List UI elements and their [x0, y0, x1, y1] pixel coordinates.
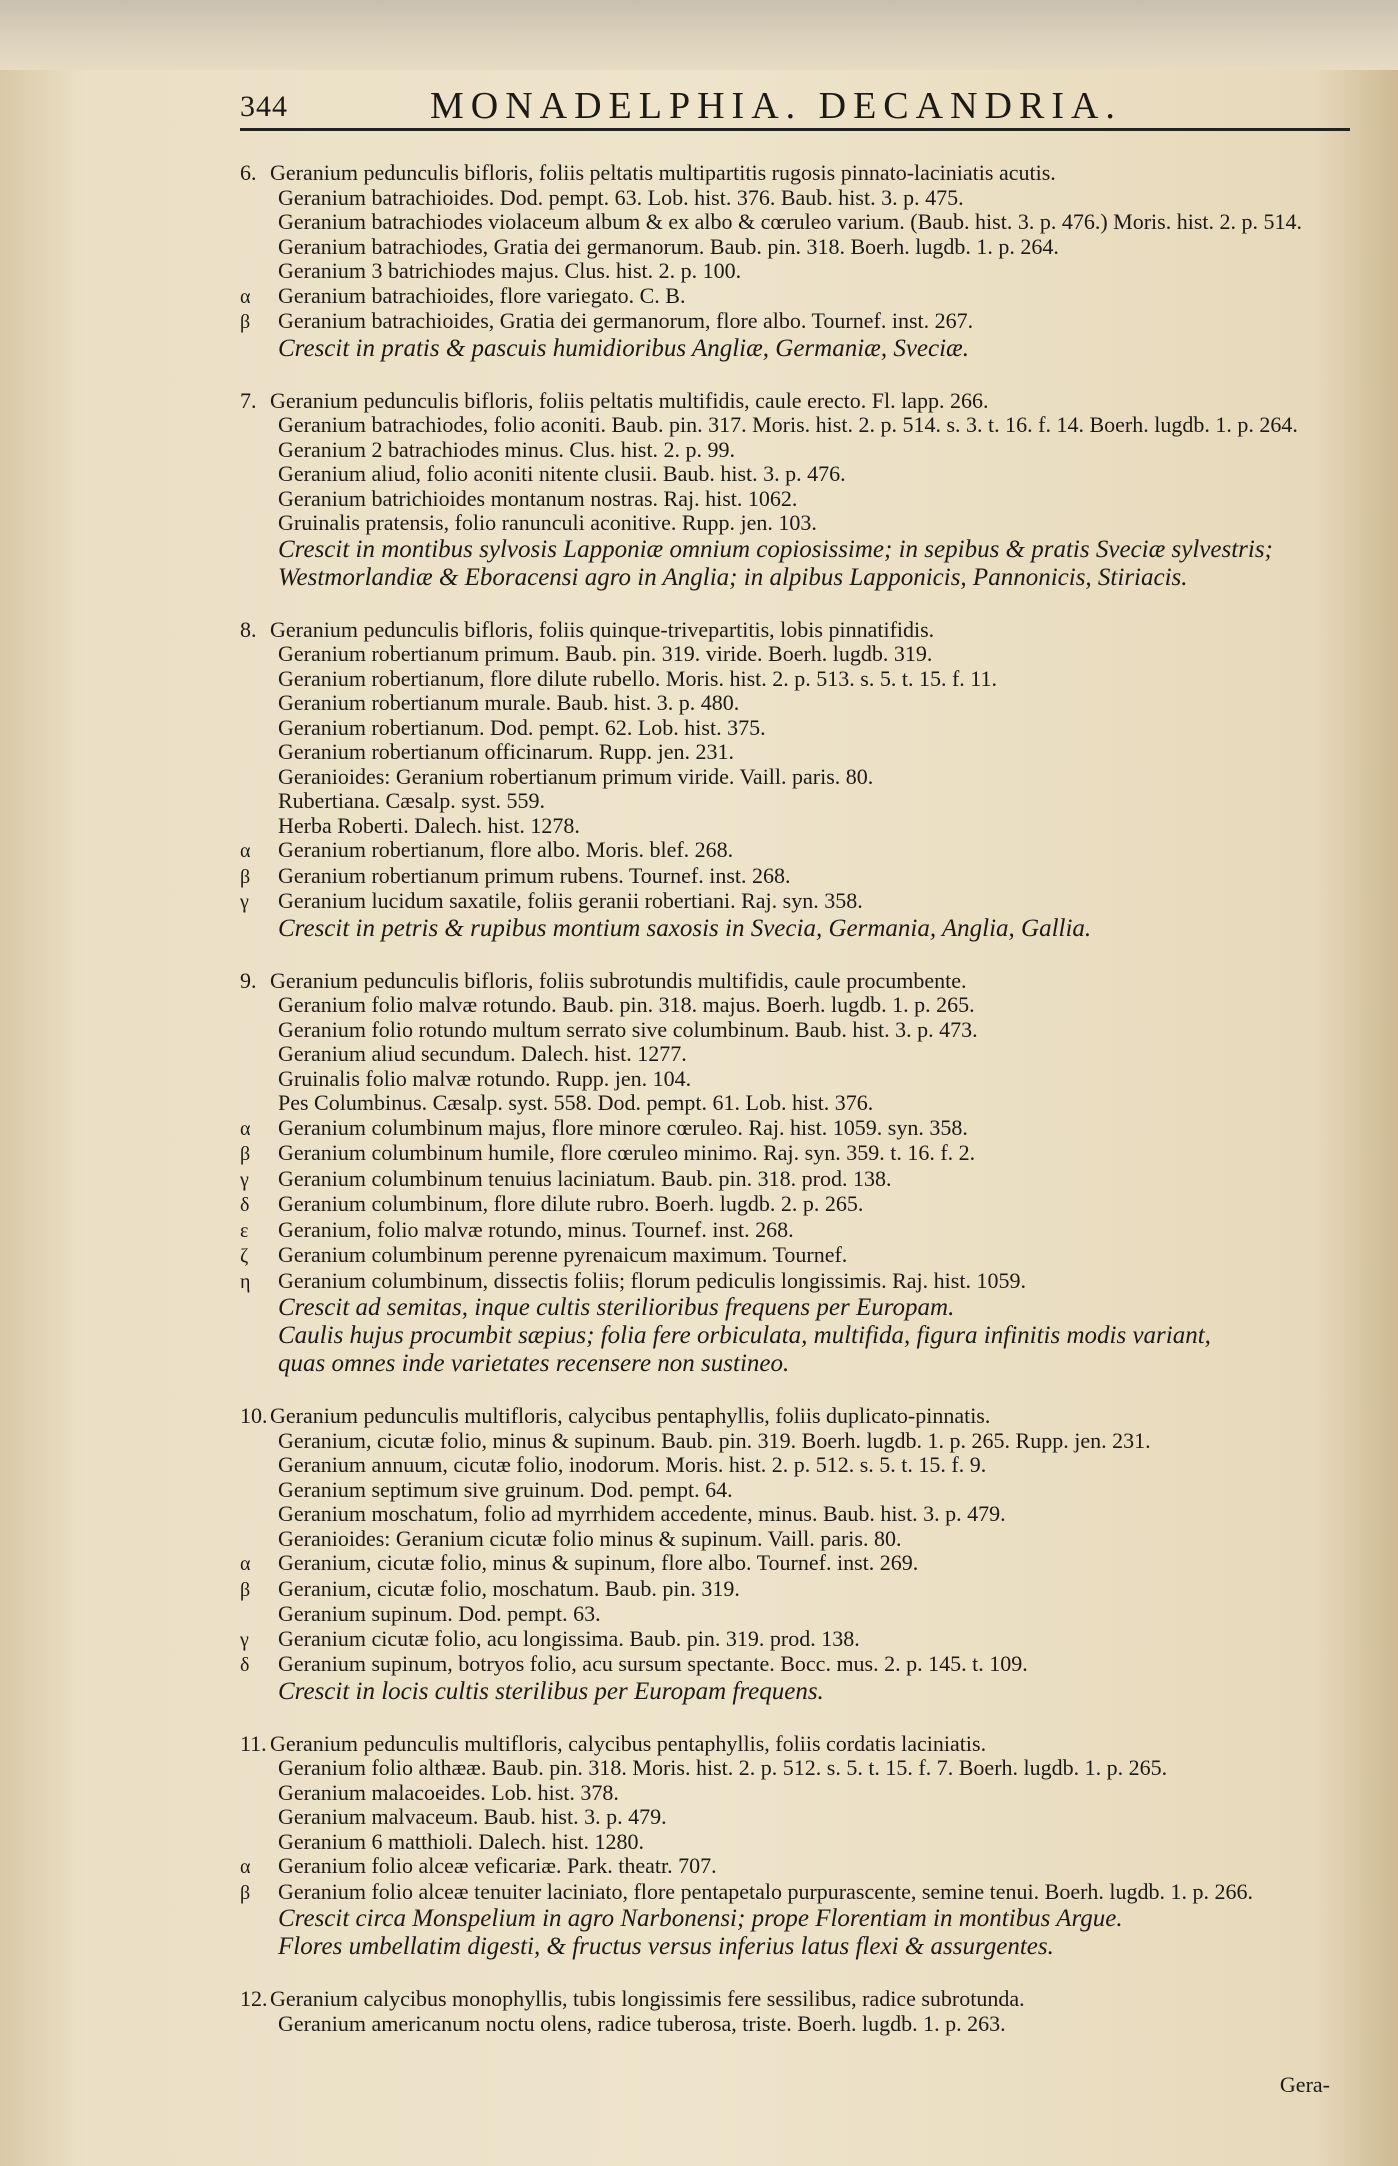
species-diagnosis	[240, 1732, 1350, 1757]
variety-text: Geranium lucidum saxatile, foliis geranii robertiani. Raj. syn. 358.	[278, 889, 863, 913]
synonym-line: Geranium septimum sive gruinum. Dod. pempt. 64.	[278, 1477, 733, 1502]
diagnosis-text: Geranium pedunculis bifloris, foliis peltatis multifidis, caule erecto. Fl. lapp. 266.	[270, 388, 989, 413]
page-header	[240, 70, 1350, 131]
book-page	[240, 70, 1350, 2140]
variety-text: Geranium columbinum, dissectis foliis; florum pediculis longissimis. Raj. hist. 1059.	[278, 1268, 1026, 1293]
synonym-line: Gruinalis folio malvæ rotundo. Rupp. jen. 104.	[278, 1066, 692, 1091]
synonym-line: Geranium annuum, cicutæ folio, inodorum. Moris. hist. 2. p. 512. s. 5. t. 15. f. 9.	[278, 1453, 987, 1477]
synonym-line: Geranium malvaceum. Baub. hist. 3. p. 479.	[278, 1805, 667, 1829]
variety-text: Geranium columbinum majus, flore minore cœruleo. Raj. hist. 1059. syn. 358.	[278, 1115, 968, 1140]
synonym-line: Geranium americanum noctu olens, radice tuberosa, triste. Boerh. lugdb. 1. p. 263.	[278, 2011, 1006, 2036]
variety-mark: η	[240, 1270, 251, 1293]
variety-text: Geranium columbinum, flore dilute rubro. Boerh. lugdb. 2. p. 265.	[278, 1192, 864, 1216]
species-list	[240, 161, 1350, 2036]
species-entry	[240, 1404, 1350, 1706]
synonym-line: Geranium robertianum primum. Baub. pin. 319. viride. Boerh. lugdb. 319.	[278, 642, 933, 666]
species-number: 9.	[240, 968, 257, 993]
variety-line	[240, 1141, 1350, 1167]
variety-line	[240, 284, 1350, 310]
synonym-line: Geranium 3 batrichiodes majus. Clus. hist. 2. p. 100.	[278, 259, 742, 283]
species-number: 7.	[240, 388, 257, 413]
synonym-line: Geranium robertianum officinarum. Rupp. jen. 231.	[278, 740, 734, 764]
variety-mark: α	[240, 1117, 251, 1140]
variety-line	[240, 889, 1350, 915]
variety-line	[240, 1192, 1350, 1218]
synonym-line: Gruinalis pratensis, folio ranunculi aconitive. Rupp. jen. 103.	[278, 511, 817, 535]
variety-mark: β	[240, 1143, 251, 1165]
variety-mark: ζ	[240, 1245, 249, 1267]
habitat-note: Caulis hujus procumbit sæpius; folia fere orbiculata, multifida, figura infinitis modis variant,	[278, 1322, 1211, 1349]
diagnosis-text: Geranium pedunculis bifloris, foliis peltatis multipartitis rugosis pinnato-laciniatis acutis.	[270, 161, 1056, 185]
habitat-note: Flores umbellatim digesti, & fructus versus inferius latus flexi & assurgentes.	[278, 1933, 1054, 1960]
species-number: 10.	[240, 1404, 268, 1428]
variety-text: Geranium columbinum humile, flore cœruleo minimo. Raj. syn. 359. t. 16. f. 2.	[278, 1141, 976, 1165]
variety-line	[240, 1602, 1350, 1627]
synonym-line: Geranium batrachioides. Dod. pempt. 63. Lob. hist. 376. Baub. hist. 3. p. 475.	[278, 185, 964, 210]
species-diagnosis	[240, 1404, 1350, 1429]
synonym-line: Geranium folio rotundo multum serrato sive columbinum. Baub. hist. 3. p. 473.	[278, 1017, 978, 1042]
habitat-note: Crescit in locis cultis sterilibus per Europam frequens.	[278, 1677, 824, 1705]
synonym-line: Pes Columbinus. Cæsalp. syst. 558. Dod. pempt. 61. Lob. hist. 376.	[278, 1091, 874, 1115]
diagnosis-text: Geranium pedunculis multifloris, calycibus pentaphyllis, foliis duplicato-pinnatis.	[270, 1404, 991, 1428]
habitat-note: Crescit ad semitas, inque cultis sterilioribus frequens per Europam.	[278, 1294, 955, 1321]
top-edge	[0, 0, 1398, 70]
synonym-line: Geranium batrachiodes, Gratia dei germanorum. Baub. pin. 318. Boerh. lugdb. 1. p. 264.	[278, 234, 1059, 259]
variety-mark: β	[240, 865, 251, 888]
habitat-note: Crescit in pratis & pascuis humidioribus Angliæ, Germaniæ, Sveciæ.	[278, 334, 969, 362]
synonym-line: Geranioides: Geranium robertianum primum viride. Vaill. paris. 80.	[278, 764, 874, 789]
variety-text: Geranium columbinum tenuius laciniatum. Baub. pin. 318. prod. 138.	[278, 1166, 892, 1191]
variety-text: Geranium supinum. Dod. pempt. 63.	[278, 1602, 601, 1626]
variety-line	[240, 838, 1350, 864]
variety-line	[240, 1880, 1350, 1906]
habitat-note: Westmorlandiæ & Eboracensi agro in Anglia; in alpibus Lapponicis, Pannonicis, Stiriacis.	[278, 563, 1188, 591]
diagnosis-text: Geranium pedunculis bifloris, foliis subrotundis multifidis, caule procumbente.	[270, 968, 967, 993]
synonym-line: Geranioides: Geranium cicutæ folio minus & supinum. Vaill. paris. 80.	[278, 1526, 902, 1551]
variety-mark: β	[240, 311, 251, 333]
species-entry	[240, 161, 1350, 363]
variety-text: Geranium, cicutæ folio, moschatum. Baub. pin. 319.	[278, 1576, 740, 1601]
page-number: 344	[240, 90, 288, 123]
variety-line	[240, 1577, 1350, 1603]
variety-mark: β	[240, 1881, 251, 1904]
running-head: MONADELPHIA. DECANDRIA.	[430, 85, 1122, 127]
variety-mark: γ	[240, 1168, 249, 1191]
synonym-line: Geranium batrichioides montanum nostras. Raj. hist. 1062.	[278, 486, 798, 511]
variety-mark: γ	[240, 1628, 249, 1651]
variety-mark: β	[240, 1578, 251, 1601]
variety-line	[240, 1218, 1350, 1244]
species-diagnosis	[240, 618, 1350, 643]
variety-text: Geranium batrachioides, flore variegato. C. B.	[278, 283, 686, 308]
synonym-line: Geranium aliud secundum. Dalech. hist. 1277.	[278, 1042, 687, 1066]
species-entry	[240, 969, 1350, 1379]
variety-line	[240, 1116, 1350, 1142]
variety-line	[240, 864, 1350, 890]
species-diagnosis	[240, 1987, 1350, 2012]
species-entry	[240, 1987, 1350, 2036]
variety-text: Geranium batrachioides, Gratia dei germanorum, flore albo. Tournef. inst. 267.	[278, 309, 974, 333]
synonym-line: Geranium robertianum murale. Baub. hist. 3. p. 480.	[278, 691, 740, 715]
variety-line	[240, 1652, 1350, 1678]
variety-text: Geranium folio alceæ tenuiter laciniato, flore pentapetalo purpurascente, semine tenui. Boerh. lugdb. 1. p. 266.	[278, 1879, 1254, 1904]
variety-text: Geranium columbinum perenne pyrenaicum maximum. Tournef.	[278, 1243, 848, 1267]
variety-line	[240, 1167, 1350, 1193]
synonym-line: Geranium 2 batrachiodes minus. Clus. hist. 2. p. 99.	[278, 437, 736, 462]
habitat-note: quas omnes inde varietates recensere non sustineo.	[278, 1350, 790, 1377]
variety-line	[240, 1243, 1350, 1269]
variety-mark: α	[240, 1553, 251, 1575]
species-entry	[240, 618, 1350, 943]
variety-text: Geranium, folio malvæ rotundo, minus. Tournef. inst. 268.	[278, 1217, 794, 1242]
species-diagnosis	[240, 161, 1350, 186]
species-number: 12.	[240, 1987, 268, 2011]
synonym-line: Geranium, cicutæ folio, minus & supinum. Baub. pin. 319. Boerh. lugdb. 1. p. 265. Rupp. jen. 231.	[278, 1428, 1151, 1453]
synonym-line: Geranium robertianum. Dod. pempt. 62. Lob. hist. 375.	[278, 715, 766, 740]
variety-text: Geranium, cicutæ folio, minus & supinum, flore albo. Tournef. inst. 269.	[278, 1551, 919, 1575]
diagnosis-text: Geranium calycibus monophyllis, tubis longissimis fere sessilibus, radice subrotunda.	[270, 1987, 1025, 2011]
variety-line	[240, 1627, 1350, 1653]
variety-text: Geranium folio alceæ veficariæ. Park. theatr. 707.	[278, 1854, 717, 1878]
synonym-line: Rubertiana. Cæsalp. syst. 559.	[278, 789, 546, 813]
variety-line	[240, 1269, 1350, 1295]
synonym-line: Herba Roberti. Dalech. hist. 1278.	[278, 813, 580, 838]
variety-text: Geranium supinum, botryos folio, acu sursum spectante. Bocc. mus. 2. p. 145. t. 109.	[278, 1652, 1028, 1676]
variety-text: Geranium robertianum, flore albo. Moris. blef. 268.	[278, 838, 734, 862]
synonym-line: Geranium robertianum, flore dilute rubello. Moris. hist. 2. p. 513. s. 5. t. 15. f. 11.	[278, 666, 997, 691]
diagnosis-text: Geranium pedunculis multifloris, calycibus pentaphyllis, foliis cordatis laciniatis.	[270, 1731, 987, 1756]
variety-mark: ε	[240, 1219, 249, 1242]
habitat-note: Crescit circa Monspelium in agro Narbonensi; prope Florentiam in montibus Argue.	[278, 1905, 1123, 1932]
synonym-line: Geranium moschatum, folio ad myrrhidem accedente, minus. Baub. hist. 3. p. 479.	[278, 1502, 1006, 1526]
species-number: 8.	[240, 617, 257, 642]
synonym-line: Geranium malacoeides. Lob. hist. 378.	[278, 1780, 619, 1805]
variety-line	[240, 309, 1350, 335]
habitat-note: Crescit in montibus sylvosis Lapponiæ omnium copiosissime; in sepibus & pratis Sveciæ sylvestris;	[278, 535, 1273, 563]
synonym-line: Geranium batrachiodes, folio aconiti. Baub. pin. 317. Moris. hist. 2. p. 514. s. 3. t. 16. f. 14. Boerh. lugdb. 1. p. 264.	[278, 413, 1298, 437]
species-diagnosis	[240, 969, 1350, 994]
variety-mark: α	[240, 840, 251, 862]
synonym-line: Geranium folio malvæ rotundo. Baub. pin. 318. majus. Boerh. lugdb. 1. p. 265.	[278, 993, 975, 1017]
diagnosis-text: Geranium pedunculis bifloris, foliis quinque-trivepartitis, lobis pinnatifidis.	[270, 617, 935, 642]
synonym-line: Geranium aliud, folio aconiti nitente clusii. Baub. hist. 3. p. 476.	[278, 462, 846, 486]
synonym-line: Geranium folio althææ. Baub. pin. 318. Moris. hist. 2. p. 512. s. 5. t. 15. f. 7. Boerh. lugdb. 1. p. 265.	[278, 1756, 1168, 1780]
variety-text: Geranium robertianum primum rubens. Tournef. inst. 268.	[278, 863, 791, 888]
species-entry	[240, 389, 1350, 592]
catchword: Gera-	[1279, 2072, 1330, 2097]
habitat-note: Crescit in petris & rupibus montium saxosis in Svecia, Germania, Anglia, Gallia.	[278, 914, 1092, 942]
variety-line	[240, 1854, 1350, 1880]
species-entry	[240, 1732, 1350, 1962]
variety-mark: α	[240, 285, 251, 308]
variety-mark: γ	[240, 891, 249, 913]
variety-mark: δ	[240, 1194, 250, 1216]
variety-line	[240, 1551, 1350, 1577]
variety-mark: α	[240, 1856, 251, 1878]
species-number: 11.	[240, 1731, 267, 1756]
synonym-line: Geranium batrachiodes violaceum album & ex albo & cœruleo varium. (Baub. hist. 3. p. 476.) Moris. hist. 2. p. 514.	[278, 210, 1303, 234]
species-number: 6.	[240, 161, 257, 185]
synonym-line: Geranium 6 matthioli. Dalech. hist. 1280.	[278, 1829, 644, 1854]
variety-text: Geranium cicutæ folio, acu longissima. Baub. pin. 319. prod. 138.	[278, 1626, 860, 1651]
species-diagnosis	[240, 389, 1350, 414]
variety-mark: δ	[240, 1654, 250, 1676]
